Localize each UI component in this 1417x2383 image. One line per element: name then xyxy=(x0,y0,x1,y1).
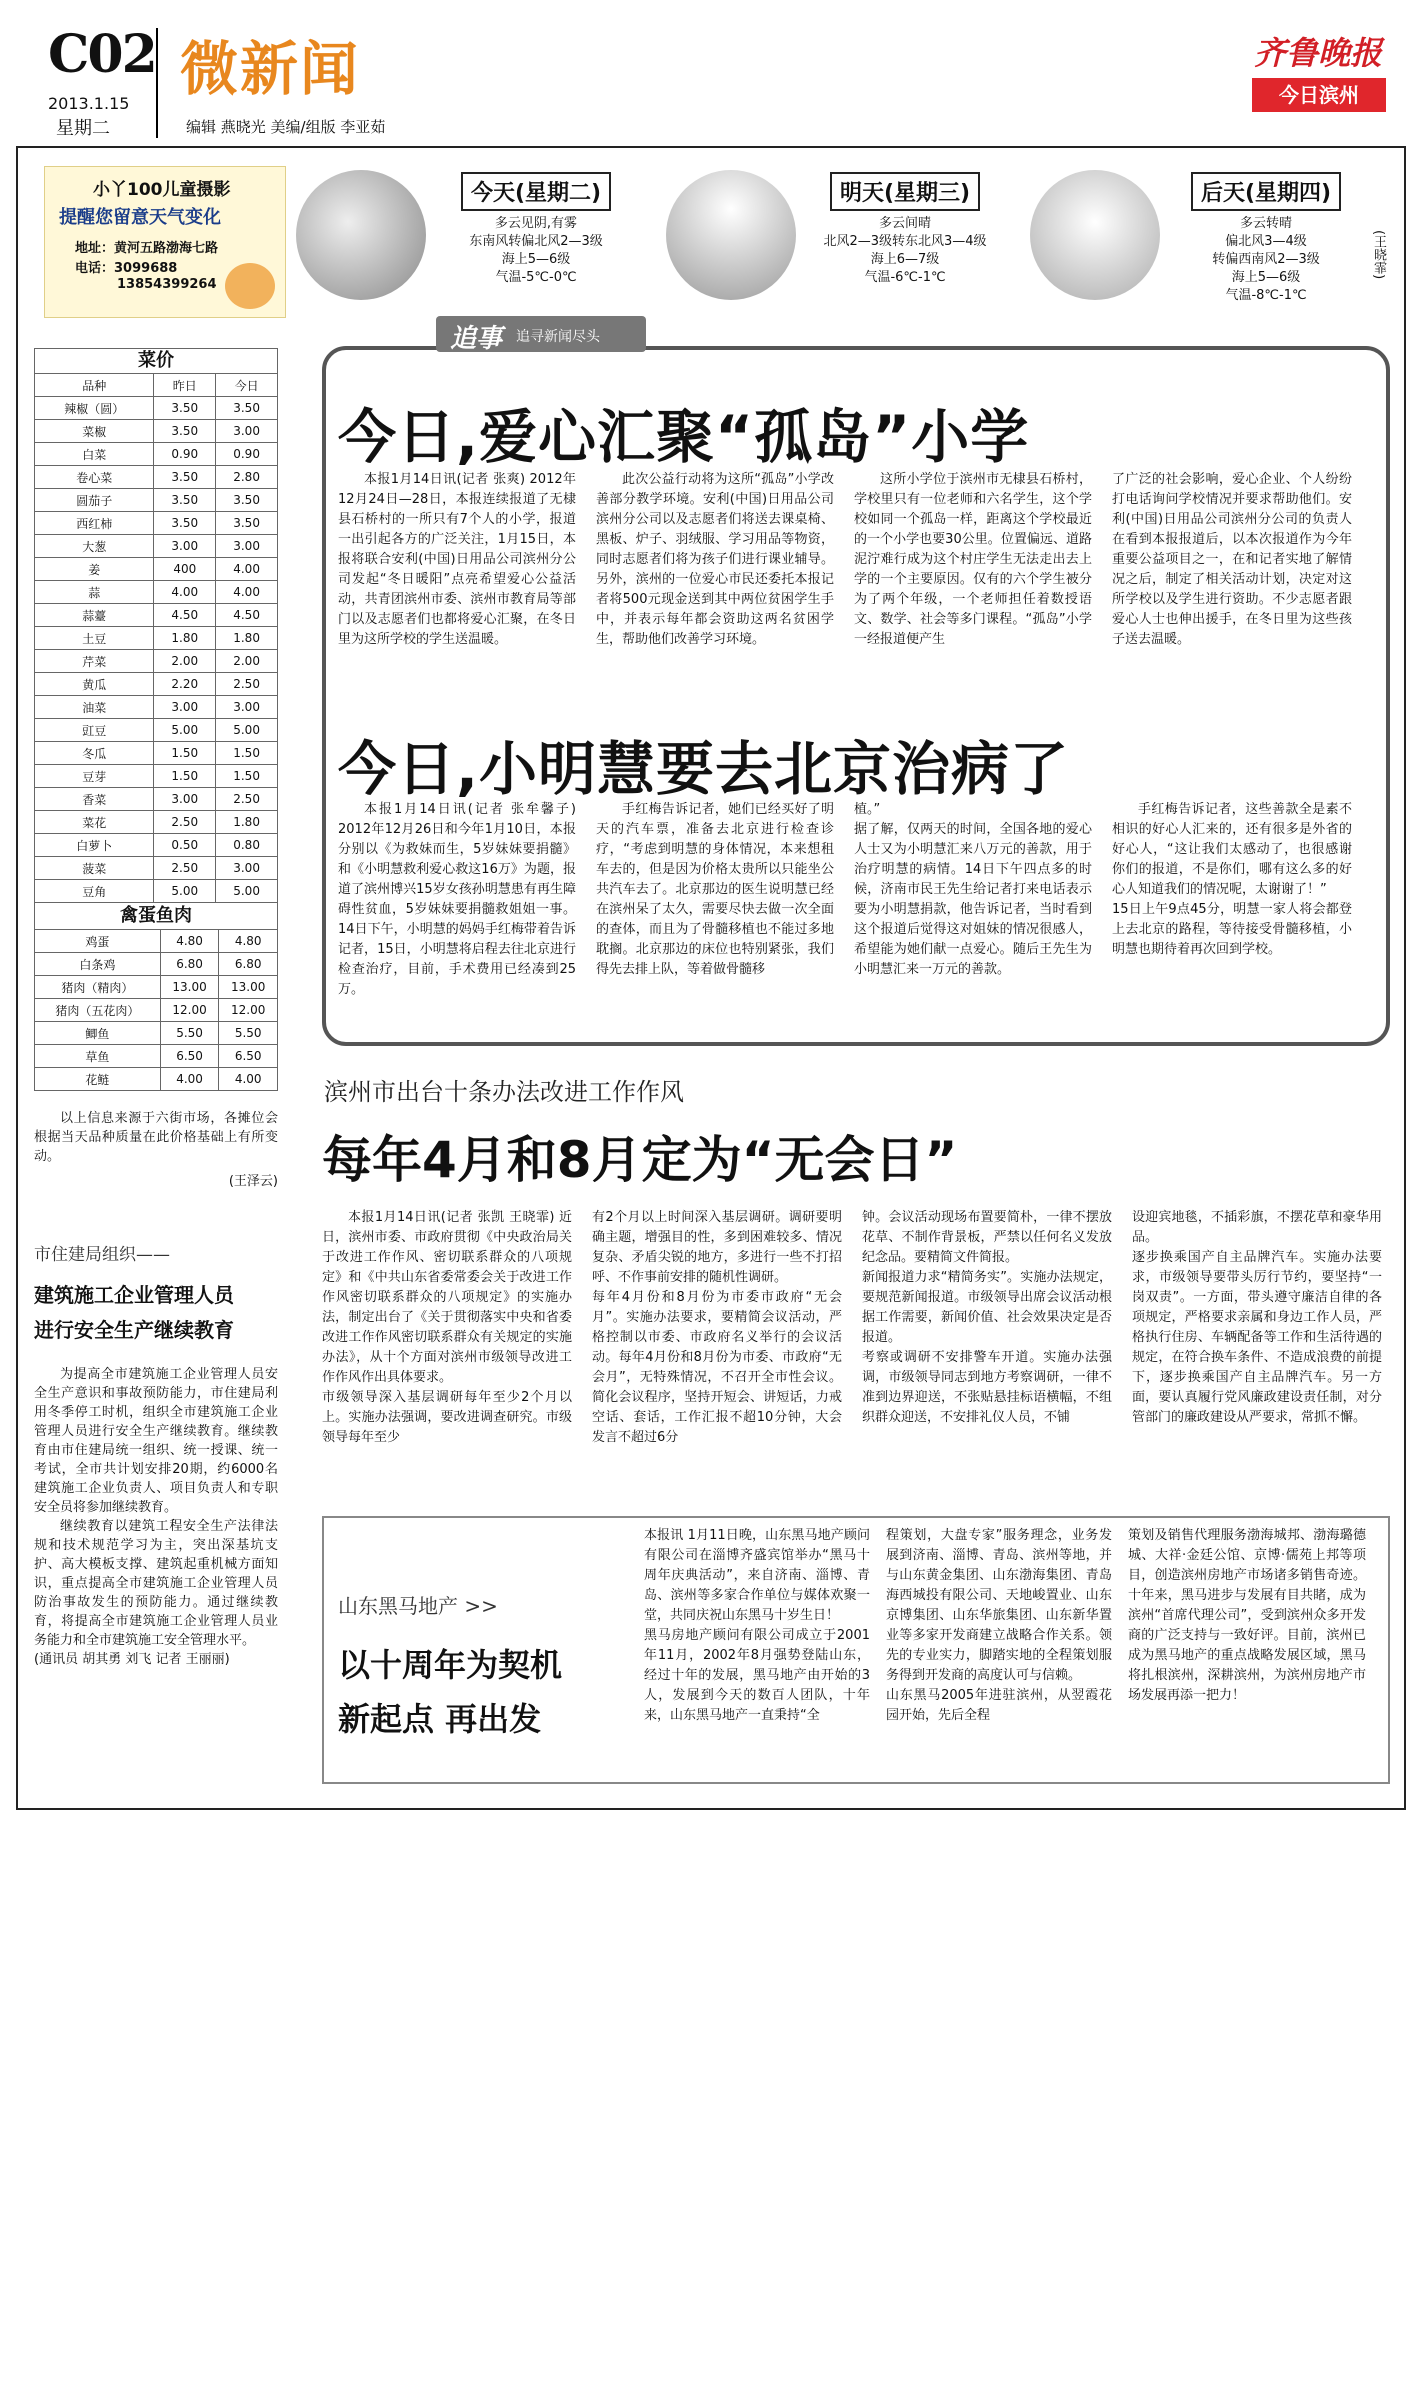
weather-line: 转偏西南风2—3级 xyxy=(1212,252,1320,267)
section-logo: 微新闻 xyxy=(180,35,361,103)
price-row xyxy=(35,489,278,512)
price-cell: 6.50 xyxy=(219,1045,278,1068)
price-cell: 4.00 xyxy=(219,1068,278,1091)
meat-price-table xyxy=(34,929,278,1091)
price-cell: 蒜薹 xyxy=(35,604,154,627)
story3-text: 有2个月以上时间深入基层调研。调研要明确主题，增强目的性，多到困难较多、情况复杂、矛盾尖锐的地方，多进行一些不打招呼、不作事前安排的随机性调研。 每年4月份和8月份为市委市政府“无会月”。实施办法要求，要精简会议活动，严格控制以市委、市政府名义举行的会议活动。每年4月份和8月份为市委、市政府“无会月”，无特殊情况，不召开全市性会议。简化会议程序，坚持开短会、讲短话，力戒空话、套话，工作汇报不超10分钟，大会发言不超过6分 xyxy=(592,1210,842,1445)
price-row xyxy=(35,627,278,650)
story2-col4 xyxy=(1112,800,1352,960)
price-row xyxy=(35,834,278,857)
ad-address: 地址：黄河五路渤海七路 xyxy=(75,241,219,256)
story4-text: 程策划，大盘专家”服务理念，业务发展到济南、淄博、青岛、滨州等地，并与山东黄金集团、山东渤海集团、青岛海西城投有限公司、天地峻置业、山东京博集团、山东华旅集团、山东新华置业等多家开发商建立战略合作关系。领先的专业实力，脚踏实地的全程策划服务得到开发商的高度认可与信赖。 山东黑马2005年进驻滨州，从翌霞花园开始，先后全程 xyxy=(886,1528,1112,1723)
price-cell: 13.00 xyxy=(219,976,278,999)
price-row xyxy=(35,953,278,976)
weather-line: 气温-6℃-1℃ xyxy=(864,270,946,285)
weather-line: 海上5—6级 xyxy=(1231,270,1301,285)
price-cell: 0.80 xyxy=(216,834,278,857)
story2-col1 xyxy=(338,800,576,1000)
price-row xyxy=(35,811,278,834)
price-cell: 菜椒 xyxy=(35,420,154,443)
story2-col3 xyxy=(854,800,1092,980)
weather-day-label: 今天(星期二) xyxy=(461,172,611,211)
price-panel xyxy=(34,348,278,1189)
weather-day-2 xyxy=(800,172,1010,287)
price-row xyxy=(35,1068,278,1091)
price-row xyxy=(35,742,278,765)
price-cell: 豆角 xyxy=(35,880,154,903)
price-cell: 400 xyxy=(154,558,216,581)
story3-col3 xyxy=(862,1208,1112,1428)
price-cell: 菠菜 xyxy=(35,857,154,880)
story1-col4 xyxy=(1112,470,1352,650)
story2-text: 本报1月14日讯(记者 张牟馨子) 2012年12月26日和今年1月10日，本报分别以《为救妹而生，5岁妹妹要捐髓》和《小明慧救利爱心救这16万》为题，报道了滨州博兴15岁女孩孙明慧患有再生障碍性贫血，5岁妹妹要捐髓救姐姐一事。14日下午，小明慧的妈妈手红梅带着告诉记者，15日，小明慧将启程去往北京进行检查治疗，目前，手术费用已经凑到25万。 xyxy=(338,802,576,997)
weather-byline: (王晓霏) xyxy=(1371,230,1386,280)
price-cell: 冬瓜 xyxy=(35,742,154,765)
price-cell: 2.00 xyxy=(154,650,216,673)
price-cell: 4.00 xyxy=(216,581,278,604)
price-cell: 1.50 xyxy=(154,742,216,765)
price-cell: 3.00 xyxy=(154,535,216,558)
price-cell: 蒜 xyxy=(35,581,154,604)
price-cell: 3.00 xyxy=(154,696,216,719)
price-cell: 1.50 xyxy=(216,765,278,788)
banner-label: 追事 xyxy=(450,324,503,354)
weather-line: 多云间晴 xyxy=(878,216,931,231)
section-credits: 编辑 燕晓光 美编/组版 李亚茹 xyxy=(186,118,386,136)
weather-line: 气温-5℃-0℃ xyxy=(495,270,577,285)
price-cell: 4.00 xyxy=(160,1068,219,1091)
edition-badge xyxy=(1252,78,1386,112)
price-cell: 5.00 xyxy=(154,719,216,742)
price-row xyxy=(35,558,278,581)
price-row xyxy=(35,719,278,742)
story1-text: 这所小学位于滨州市无棣县石桥村，学校里只有一位老师和六名学生，这个学校如同一个孤岛一样，距离这个学校最近的一个小学也要30公里。位置偏远、道路泥泞难行成为这个村庄学生无法走出去上学的一个主要原因。仅有的六个学生被分为了两个年级，一个老师担任着数授语文、数学、社会等多门课程。“孤岛”小学一经报道便产生 xyxy=(854,472,1092,647)
price-cell: 卷心菜 xyxy=(35,466,154,489)
price-cell: 3.50 xyxy=(154,397,216,420)
price-cell: 2.00 xyxy=(216,650,278,673)
story3-col2 xyxy=(592,1208,842,1448)
price-cell: 黄瓜 xyxy=(35,673,154,696)
story3-text: 设迎宾地毯，不插彩旗，不摆花草和豪华用品。 逐步换乘国产自主品牌汽车。实施办法要求，市级领导要带头厉行节约，要坚持“一岗双责”。一方面，带头遵守廉洁自律的各项规定，严格要求亲属和身边工作人员，严格执行住房、车辆配备等工作和生活待遇的规定，在符合换车条件、不造成浪费的前提下，逐步换乘国产自主品牌汽车。另一方面，要认真履行党风廉政建设责任制，对分管部门的廉政建设从严要求，常抓不懈。 xyxy=(1132,1210,1382,1425)
price-row xyxy=(35,443,278,466)
weather-line: 多云转晴 xyxy=(1239,216,1292,231)
story1-text: 此次公益行动将为这所“孤岛”小学改善部分教学环境。安利(中国)日用品公司滨州分公司以及志愿者们将送去课桌椅、黑板、炉子、羽绒服、学习用品等物资，同时志愿者们将为孩子们进行课业辅导。另外，滨州的一位爱心市民还委托本报记者将500元现金送到其中两位贫困学生手中，并表示每年都会资助这两名贫困学生，帮助他们改善学习环境。 xyxy=(596,472,834,647)
price-cell: 白条鸡 xyxy=(35,953,161,976)
price-cell: 4.80 xyxy=(219,930,278,953)
price-cell: 大葱 xyxy=(35,535,154,558)
price-header: 昨日 xyxy=(154,374,216,397)
story1-col2 xyxy=(596,470,834,650)
price-cell: 圆茄子 xyxy=(35,489,154,512)
story2-text: 手红梅告诉记者，这些善款全是素不相识的好心人汇来的，还有很多是外省的好心人，“这让我们太感动了，也很感谢你们的报道，不是你们，哪有这么多的好心人知道我们的情况呢，太谢谢了！” 15日上午9点45分，明慧一家人将会都登上去北京的路程，等待接受骨髓移植，小明慧也期待着再次回到学校。 xyxy=(1112,802,1352,957)
issue-weekday: 星期二 xyxy=(56,118,110,139)
sidebar-headline-1: 建筑施工企业管理人员 xyxy=(34,1283,234,1307)
story3-headline: 每年4月和8月定为“无会日” xyxy=(322,1131,958,1189)
price-cell: 3.00 xyxy=(216,535,278,558)
weather-icon-cloudy xyxy=(296,170,426,300)
weather-day-label: 后天(星期四) xyxy=(1191,172,1341,211)
price-cell: 西红柿 xyxy=(35,512,154,535)
story4-col1 xyxy=(644,1526,870,1726)
price-cell: 鸡蛋 xyxy=(35,930,161,953)
price-cell: 2.50 xyxy=(216,673,278,696)
weather-icon-sunny xyxy=(1030,170,1160,300)
price-row xyxy=(35,581,278,604)
story4-kicker: 山东黑马地产 >> xyxy=(338,1594,498,1618)
ad-phone-1: 3099688 xyxy=(114,261,178,276)
price-header: 品种 xyxy=(35,374,154,397)
price-cell: 鲫鱼 xyxy=(35,1022,161,1045)
price-row xyxy=(35,535,278,558)
story3-kicker: 滨州市出台十条办法改进工作作风 xyxy=(324,1078,684,1106)
price-row xyxy=(35,466,278,489)
price-row xyxy=(35,857,278,880)
vegetable-price-table xyxy=(34,373,278,903)
sidebar-byline: (通讯员 胡其勇 刘飞 记者 王丽丽) xyxy=(34,1652,230,1667)
price-note: 以上信息来源于六街市场，各摊位会根据当天品种质量在此价格基础上有所变动。 xyxy=(34,1111,278,1164)
weather-icon-partly-sunny xyxy=(666,170,796,300)
price-cell: 13.00 xyxy=(160,976,219,999)
price-cell: 12.00 xyxy=(160,999,219,1022)
price-cell: 姜 xyxy=(35,558,154,581)
masthead xyxy=(0,0,1417,148)
price-cell: 豆芽 xyxy=(35,765,154,788)
story4-col3 xyxy=(1128,1526,1366,1706)
ad-phone-2: 13854399264 xyxy=(117,277,217,292)
story1-col3 xyxy=(854,470,1092,650)
price-cell: 6.50 xyxy=(160,1045,219,1068)
weather-day-1 xyxy=(436,172,636,287)
story2-text: 植。” 据了解，仅两天的时间，全国各地的爱心人士又为小明慧汇来八万元的善款，用于治疗明慧的病情。14日下午四点多的时候，济南市民王先生给记者打来电话表示要为小明慧捐款，他告诉记者，当时看到这个报道后觉得这对姐妹的情况很感人，希望能为她们献一点爱心。随后王先生为小明慧汇来一万元的善款。 xyxy=(854,802,1092,977)
price-row xyxy=(35,604,278,627)
weather-line: 多云见阴,有雾 xyxy=(494,216,578,231)
story3-text: 本报1月14日讯(记者 张凯 王晓霏) 近日，滨州市委、市政府贯彻《中央政治局关于改进工作作风、密切联系群众的八项规定》和《中共山东省委常委会关于改进工作作风密切联系群众的八项规定》的实施办法，制定出台了《关于贯彻落实中央和省委改进工作作风密切联系群众有关规定的实施办法》，从十个方面对滨州市级领导改进工作作风作出具体要求。 市级领导深入基层调研每年至少2个月以上。实施办法强调，要改进调查研究。市级领导每年至少 xyxy=(322,1210,572,1445)
price-cell: 1.80 xyxy=(154,627,216,650)
weather-strip xyxy=(290,160,1400,320)
price-row xyxy=(35,1022,278,1045)
price-cell: 12.00 xyxy=(219,999,278,1022)
price-cell: 5.50 xyxy=(160,1022,219,1045)
story4-text: 本报讯 1月11日晚，山东黑马地产顾问有限公司在淄博齐盛宾馆举办“黑马十周年庆典活动”，来自济南、淄博、青岛、滨州等多家合作单位与媒体欢聚一堂，共同庆祝山东黑马十岁生日！ 黑马房地产顾问有限公司成立于2001年11月，2002年8月强势登陆山东，经过十年的发展，黑马地产由开始的3人，发展到今天的数百人团队，十年来，山东黑马地产一直秉持“全 xyxy=(644,1528,870,1723)
story2-text: 手红梅告诉记者，她们已经买好了明天的汽车票，准备去北京进行检查诊疗，“考虑到明慧的身体情况，本来想租车去的，但是因为价格太贵所以只能坐公共汽车去了。北京那边的医生说明慧已经在滨州呆了太久，需要尽快去做一次全面的查体，而且为了骨髓移植也不能过多地耽搁。北京那边的床位也特别紧张，我们得先去排上队，等着做骨髓移 xyxy=(596,802,834,977)
price-cell: 猪肉（精肉） xyxy=(35,976,161,999)
story4-headline-2: 新起点 再出发 xyxy=(338,1700,542,1738)
price-row xyxy=(35,1045,278,1068)
price-header-row xyxy=(35,374,278,397)
price-cell: 5.50 xyxy=(219,1022,278,1045)
price-row xyxy=(35,650,278,673)
weather-line: 海上6—7级 xyxy=(870,252,940,267)
price-cell: 猪肉（五花肉） xyxy=(35,999,161,1022)
ad-slogan: 提醒您留意天气变化 xyxy=(59,207,221,228)
story2-col2 xyxy=(596,800,834,980)
page-code: C02 xyxy=(48,24,156,85)
kids-illustration xyxy=(225,263,275,309)
price-row xyxy=(35,765,278,788)
price-cell: 3.00 xyxy=(216,420,278,443)
price-cell: 3.00 xyxy=(216,857,278,880)
price-header: 今日 xyxy=(216,374,278,397)
price-cell: 3.50 xyxy=(154,489,216,512)
story4-col2 xyxy=(886,1526,1112,1726)
story1-headline: 今日,爱心汇聚“孤岛”小学 xyxy=(338,403,1030,471)
price-cell: 0.50 xyxy=(154,834,216,857)
price-cell: 2.80 xyxy=(216,466,278,489)
price-cell: 香菜 xyxy=(35,788,154,811)
price-cell: 3.50 xyxy=(154,420,216,443)
sidebar-body-2: 继续教育以建筑工程安全生产法律法规和技术规范学习为主，突出深基坑支护、高大模板支撑、建筑起重机械方面知识，重点提高全市建筑施工企业管理人员防治事故发生的预防能力。通过继续教育，将提高全市建筑施工企业管理人员业务能力和全市建筑施工安全管理水平。 xyxy=(34,1519,278,1648)
weather-line: 偏北风3—4级 xyxy=(1225,234,1307,249)
price-cell: 4.00 xyxy=(216,558,278,581)
price-cell: 2.50 xyxy=(154,857,216,880)
story1-col1 xyxy=(338,470,576,650)
price-cell: 3.50 xyxy=(154,466,216,489)
price-cell: 3.50 xyxy=(216,397,278,420)
price-cell: 3.00 xyxy=(216,696,278,719)
story1-text: 本报1月14日讯(记者 张爽) 2012年12月24日—28日，本报连续报道了无棣县石桥村的一所只有7个人的小学，报道一出引起各方的广泛关注，1月15日，本报将联合安利(中国)日用品公司滨州分公司发起“冬日暖阳”点亮希望爱心公益活动，共青团滨州市委、滨州市教育局等部门以及志愿者们也都将爱心汇聚，在冬日里为这所学校的学生送温暖。 xyxy=(338,472,576,647)
price-row xyxy=(35,397,278,420)
price-cell: 1.80 xyxy=(216,627,278,650)
price-byline: (王泽云) xyxy=(228,1174,278,1189)
price-cell: 4.00 xyxy=(154,581,216,604)
price-row xyxy=(35,930,278,953)
story3-col4 xyxy=(1132,1208,1382,1428)
price-cell: 3.50 xyxy=(154,512,216,535)
price-cell: 0.90 xyxy=(216,443,278,466)
price-cell: 1.50 xyxy=(154,765,216,788)
price-cell: 豇豆 xyxy=(35,719,154,742)
price-cell: 油菜 xyxy=(35,696,154,719)
price-cell: 1.80 xyxy=(216,811,278,834)
story4-headline-1: 以十周年为契机 xyxy=(338,1646,563,1684)
price-cell: 5.00 xyxy=(154,880,216,903)
price-cell: 3.50 xyxy=(216,489,278,512)
price-cell: 白菜 xyxy=(35,443,154,466)
follow-up-banner xyxy=(436,316,646,352)
price-cell: 0.90 xyxy=(154,443,216,466)
price-row xyxy=(35,696,278,719)
story1-text: 了广泛的社会影响，爱心企业、个人纷纷打电话询问学校情况并要求帮助他们。安利(中国)日用品公司滨州分公司的负责人在看到本报报道后，以本次报道作为今年重要公益项目之一，在和记者实地了解情况之后，制定了相关活动计划，决定对这所学校以及学生进行资助。不少志愿者跟爱心人士也伸出援手，在冬日里为这些孩子送去温暖。 xyxy=(1112,472,1352,647)
banner-sub: 追寻新闻尽头 xyxy=(516,329,600,345)
issue-date: 2013.1.15 xyxy=(48,94,130,113)
price-cell: 菜花 xyxy=(35,811,154,834)
price-cell: 3.00 xyxy=(154,788,216,811)
price-cell: 4.50 xyxy=(216,604,278,627)
price-cell: 3.50 xyxy=(216,512,278,535)
price-cell: 辣椒（圆） xyxy=(35,397,154,420)
price-cell: 2.50 xyxy=(216,788,278,811)
price-cell: 6.80 xyxy=(219,953,278,976)
sidebar-kicker: 市住建局组织—— xyxy=(34,1245,170,1265)
price-cell: 花鲢 xyxy=(35,1068,161,1091)
photo-studio-ad xyxy=(44,166,286,318)
price-cell: 2.50 xyxy=(154,811,216,834)
sidebar-article xyxy=(34,1240,278,1669)
sidebar-headline-2: 进行安全生产继续教育 xyxy=(34,1318,234,1342)
price-cell: 白萝卜 xyxy=(35,834,154,857)
price-row xyxy=(35,880,278,903)
price-row xyxy=(35,512,278,535)
price-row xyxy=(35,420,278,443)
weather-line: 气温-8℃-1℃ xyxy=(1225,288,1307,303)
price-row xyxy=(35,999,278,1022)
ad-phone-label: 电话： xyxy=(75,261,115,276)
meat-title: 禽蛋鱼肉 xyxy=(34,903,278,929)
price-cell: 2.20 xyxy=(154,673,216,696)
price-title: 菜价 xyxy=(34,348,278,373)
story4-text: 策划及销售代理服务渤海城邦、渤海璐德城、大祥·金廷公馆、京博·儒苑上邦等项目，创造滨州房地产市场诸多销售奇迹。十年来，黑马进步与发展有目共睹，成为滨州“首席代理公司”，受到滨州众多开发商的广泛支持与一致好评。目前，滨州已成为黑马地产的重点战略发展区域，黑马将扎根滨州，深耕滨州，为滨州房地产市场发展再添一把力！ xyxy=(1128,1528,1366,1703)
weather-day-label: 明天(星期三) xyxy=(830,172,980,211)
paper-name: 齐鲁晚报 xyxy=(1254,34,1383,72)
sidebar-body: 为提高全市建筑施工企业管理人员安全生产意识和事故预防能力，市住建局利用冬季停工时机，组织全市建筑施工企业管理人员进行安全生产继续教育。继续教育由市住建局统一组织、统一授课、统一考试，全市共计划安排20期，约6000名建筑施工企业负责人、项目负责人和专职安全员将参加继续教育。 xyxy=(34,1367,278,1515)
price-row xyxy=(35,976,278,999)
weather-day-3 xyxy=(1166,172,1366,305)
price-cell: 芹菜 xyxy=(35,650,154,673)
weather-line: 东南风转偏北风2—3级 xyxy=(469,234,603,249)
price-cell: 4.50 xyxy=(154,604,216,627)
weather-line: 北风2—3级转东北风3—4级 xyxy=(823,234,987,249)
masthead-divider xyxy=(156,28,158,138)
ad-shop-name: 小丫100儿童摄影 xyxy=(93,180,231,200)
price-cell: 土豆 xyxy=(35,627,154,650)
story2-headline: 今日,小明慧要去北京治病了 xyxy=(338,735,1070,803)
price-cell: 5.00 xyxy=(216,719,278,742)
story3-col1 xyxy=(322,1208,572,1448)
price-row xyxy=(35,788,278,811)
price-cell: 4.80 xyxy=(160,930,219,953)
price-row xyxy=(35,673,278,696)
price-cell: 6.80 xyxy=(160,953,219,976)
edition-label: 今日滨州 xyxy=(1279,83,1359,107)
price-cell: 5.00 xyxy=(216,880,278,903)
story3-text: 钟。会议活动现场布置要简朴，一律不摆放花草、不制作背景板，严禁以任何名义发放纪念品。要精简文件简报。 新闻报道力求“精简务实”。实施办法规定，要规范新闻报道。市级领导出席会议活动根据工作需要，新闻价值、社会效果决定是否报道。 考察或调研不安排警车开道。实施办法强调，市级领导同志到地方考察调研，一律不准到边界迎送，不张贴悬挂标语横幅，不组织群众迎送，不安排礼仪人员，不铺 xyxy=(862,1210,1112,1425)
weather-line: 海上5—6级 xyxy=(501,252,571,267)
price-cell: 1.50 xyxy=(216,742,278,765)
price-cell: 草鱼 xyxy=(35,1045,161,1068)
ad-phone-row xyxy=(75,257,177,276)
